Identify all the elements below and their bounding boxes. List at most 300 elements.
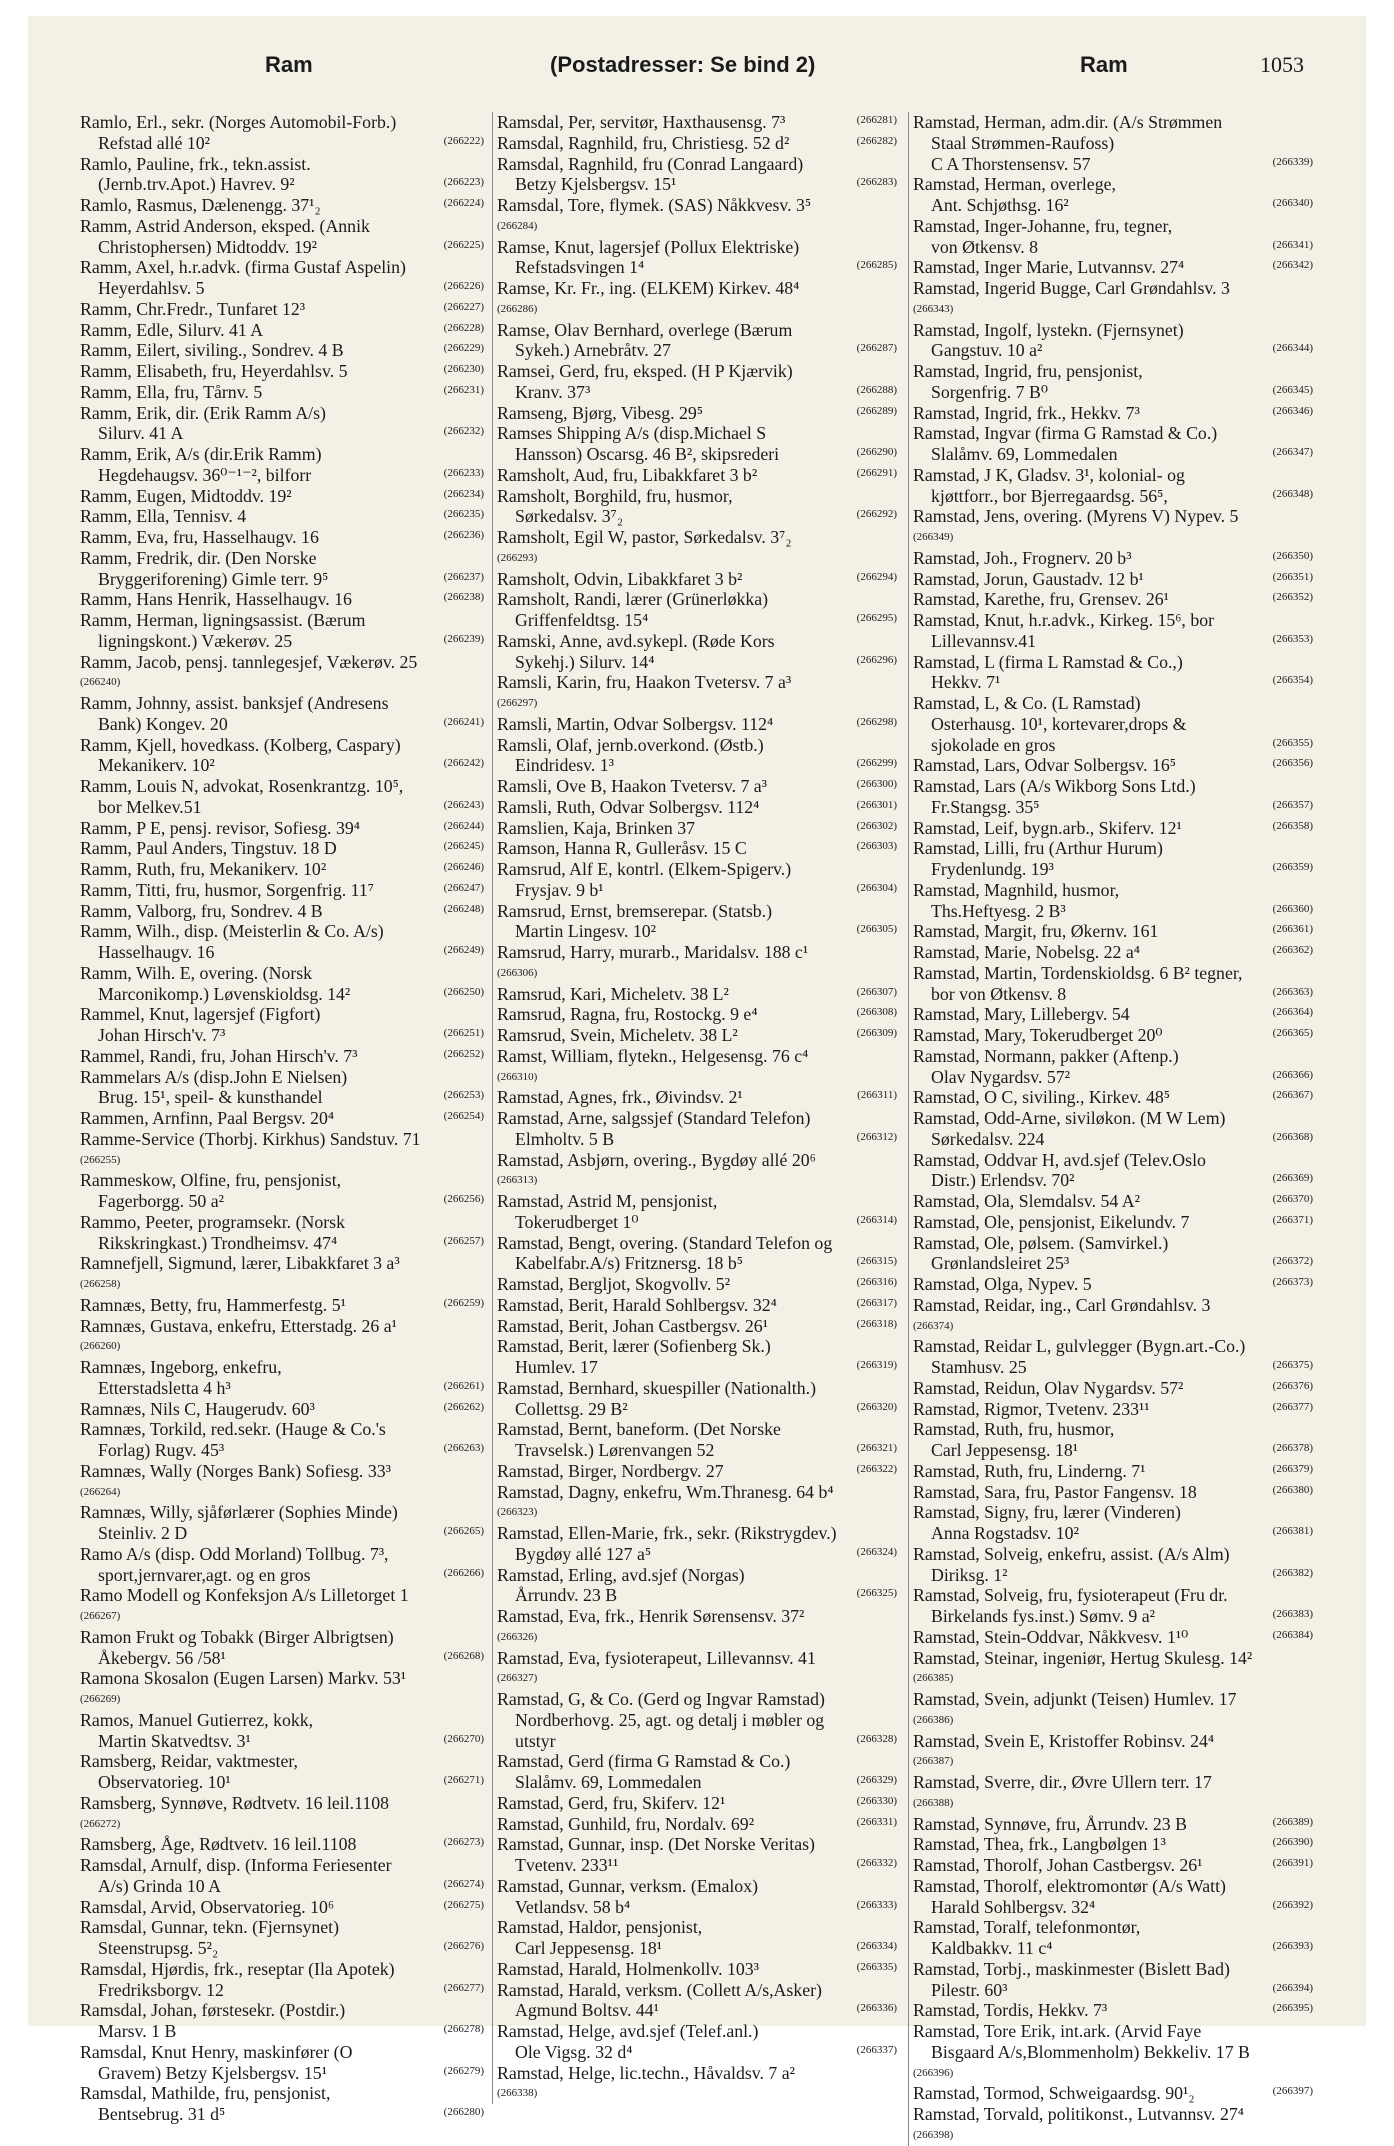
entry-name-line: [913, 2104, 1313, 2125]
entry-continuation-line: [913, 1980, 1313, 2001]
directory-entry: [913, 1689, 1313, 1731]
phone-number: (266267): [80, 1610, 121, 1622]
entry-name-line: [913, 1482, 1313, 1503]
entry-continuation-line: [913, 797, 1313, 818]
directory-entry: [913, 2104, 1313, 2146]
directory-entry: [497, 1751, 897, 1793]
entry-text: Ramstad, Berit, lærer (Sofienberg Sk.): [497, 1336, 771, 1357]
entry-text: Christophersen) Midtoddv. 19²: [98, 236, 318, 257]
directory-entry: [497, 1523, 897, 1565]
entry-name-line: [80, 216, 484, 237]
directory-entry: [80, 548, 484, 590]
entry-name-line: [80, 1399, 484, 1420]
phone-number: (266380): [1272, 1483, 1313, 1496]
entry-continuation-line: [497, 444, 897, 465]
entry-text: Ramstad, Svein, adjunkt (Teisen) Humlev. 17: [913, 1689, 1237, 1709]
phone-number: (266258): [80, 1278, 121, 1290]
phone-number: (266370): [1272, 1193, 1313, 1205]
entry-name-line: [497, 942, 897, 963]
entry-name-line: [497, 1233, 897, 1254]
phone-number: (266349): [913, 531, 954, 543]
entry-text: Carl Jeppesensg. 18¹: [515, 1938, 663, 1958]
entry-name-line: [497, 901, 897, 922]
entry-text: Ramsdal, Mathilde, fru, pensjonist,: [80, 2083, 331, 2104]
entry-name-line: [913, 1544, 1313, 1565]
directory-entry: [497, 112, 897, 133]
entry-name-line: [80, 1897, 484, 1918]
entry-text: Ramsdal, Per, servitør, Haxthausensg. 7³: [497, 112, 786, 132]
phone-number: (266231): [443, 383, 484, 396]
entry-text: Grønlandsleiret 25³: [931, 1253, 1070, 1274]
directory-entry: [497, 1004, 897, 1025]
directory-entry: [80, 2083, 484, 2125]
running-head-left: Ram: [265, 52, 313, 77]
entry-text: Ramstad, Svein E, Kristoffer Robinsv. 24⁴: [913, 1730, 1215, 1751]
entry-text: Fr.Stangsg. 35⁵: [931, 796, 1040, 817]
entry-name-line: [913, 1087, 1313, 1108]
directory-entry: [497, 1565, 897, 1607]
entry-text: Martin Skatvedtsv. 3¹: [98, 1730, 251, 1751]
directory-entry: [80, 1917, 484, 1959]
entry-text: bor Melkev.51: [98, 796, 202, 817]
entry-text: Forlag) Rugv. 45³: [98, 1440, 225, 1460]
entry-text: Kranv. 37³: [515, 381, 591, 402]
entry-continuation-line: [497, 2042, 897, 2063]
entry-text: Ramsli, Karin, fru, Haakon Tvetersv. 7 a³: [497, 672, 792, 693]
directory-entry: [80, 1544, 484, 1586]
directory-entry: [913, 465, 1313, 507]
directory-entry: [913, 1233, 1313, 1275]
entry-text: Ramlo, Erl., sekr. (Norges Automobil-Forb.): [80, 112, 397, 132]
entry-text: Slalåmv. 69, Lommedalen: [931, 444, 1118, 464]
phone-number: (266335): [856, 1960, 897, 1973]
entry-continuation-line: [497, 506, 897, 527]
entry-name-line: [913, 1046, 1313, 1067]
entry-name-line: [80, 776, 484, 797]
entry-text: Ramon Frukt og Tobakk (Birger Albrigtsen): [80, 1626, 394, 1647]
entry-text: Ramstad, Mary, Lillebergv. 54: [913, 1004, 1130, 1025]
directory-entry: [80, 257, 484, 299]
directory-entry: [497, 1191, 897, 1233]
entry-text: Betzy Kjelsbergsv. 15¹: [515, 174, 677, 195]
directory-entry: [80, 527, 484, 548]
phone-number: (266341): [1272, 238, 1313, 251]
entry-text: Bentsebrug. 31 d⁵: [98, 2104, 226, 2124]
entry-text: Ramsholt, Odvin, Libakkfaret 3 b²: [497, 568, 743, 589]
directory-entry: [497, 195, 897, 237]
entry-text: Ramstad, Sara, fru, Pastor Fangensv. 18: [913, 1481, 1197, 1502]
entry-text: Ramsdal, Knut Henry, maskinfører (O: [80, 2041, 353, 2062]
directory-entry: [913, 1461, 1313, 1482]
directory-entry: [913, 1502, 1313, 1544]
entry-continuation-line: [913, 735, 1313, 756]
directory-entry: [80, 610, 484, 652]
phone-number: (266306): [497, 966, 538, 979]
entry-text: Kabelfabr.A/s) Fritznersg. 18 b⁵: [515, 1253, 743, 1274]
entry-name-line: [913, 257, 1313, 278]
entry-text: Ramsrud, Alf E, kontrl. (Elkem-Spigerv.): [497, 859, 792, 879]
directory-entry: [80, 1357, 484, 1399]
entry-continuation-line: [80, 1378, 484, 1399]
entry-text: Ramm, Hans Henrik, Hasselhaugv. 16: [80, 589, 352, 610]
entry-name-line: [80, 735, 484, 756]
entry-text: Ramsdal, Arnulf, disp. (Informa Feriesenter: [80, 1855, 392, 1875]
entry-name-line: [497, 403, 897, 424]
entry-continuation-line: [80, 2063, 484, 2084]
phone-number: (266227): [443, 300, 484, 313]
entry-text: Ramsholt, Borghild, fru, husmor,: [497, 485, 733, 506]
entry-name-line: [913, 1689, 1313, 1710]
entry-name-line: [913, 838, 1313, 859]
phone-number: (266310): [497, 1070, 538, 1083]
entry-continuation-line: [913, 1253, 1313, 1274]
entry-name-line: [497, 1814, 897, 1835]
entry-continuation-line: [80, 1565, 484, 1586]
entry-name-line: [497, 1150, 897, 1171]
entry-text: Staal Strømmen-Raufoss): [931, 132, 1115, 153]
phone-number: (266356): [1272, 757, 1313, 770]
entry-continuation-line: [497, 2000, 897, 2021]
directory-entry: [80, 1108, 484, 1129]
entry-continuation-line: [80, 278, 484, 299]
entry-continuation-line: [497, 1212, 897, 1233]
phone-number: (266364): [1272, 1006, 1313, 1019]
entry-name-line: [80, 1793, 484, 1814]
directory-entry: [913, 1399, 1313, 1420]
phone-number: (266244): [443, 819, 484, 832]
directory-entry: [80, 838, 484, 859]
entry-text: Ramm, Paul Anders, Tingstuv. 18 D: [80, 838, 337, 859]
phone-number: (266387): [913, 1755, 954, 1768]
entry-text: Ramstad, Haldor, pensjonist,: [497, 1917, 703, 1938]
entry-continuation-line: [80, 465, 484, 486]
phone-number: (266355): [1272, 736, 1313, 749]
entry-name-line: [80, 361, 484, 382]
directory-entry: [913, 1336, 1313, 1378]
entry-text: Marconikomp.) Løvenskioldsg. 14²: [98, 983, 351, 1004]
phone-number: (266225): [443, 238, 484, 251]
entry-name-line: [80, 838, 484, 859]
entry-text: Ramsrud, Svein, Micheletv. 38 L²: [497, 1025, 738, 1045]
entry-name-line: [80, 1295, 484, 1316]
entry-text: Ramstad, Toralf, telefonmontør,: [913, 1917, 1141, 1938]
entry-text: Ramstad, Karethe, fru, Grensev. 26¹: [913, 589, 1169, 610]
directory-entry: [80, 776, 484, 818]
phone-number: (266272): [80, 1817, 121, 1830]
entry-text: Ramstad, O C, siviling., Kirkev. 48⁵: [913, 1087, 1170, 1108]
entry-text: Ramstad, Herman, adm.dir. (A/s Strømmen: [913, 112, 1223, 132]
phone-number: (266246): [443, 861, 484, 873]
entry-text: Anna Rogstadsv. 10²: [931, 1523, 1079, 1543]
entry-name-line: [497, 133, 897, 154]
directory-entry: [497, 2021, 897, 2063]
entry-text: Sykehj.) Silurv. 14⁴: [515, 651, 655, 672]
entry-name-line: [913, 921, 1313, 942]
entry-text: Ramstad, Berit, Johan Castbergsv. 26¹: [497, 1315, 769, 1336]
entry-name-line: [80, 2000, 484, 2021]
phone-number: (266365): [1272, 1027, 1313, 1039]
phone-number: (266245): [443, 840, 484, 853]
directory-entry: [497, 1087, 897, 1108]
phone-number: (266323): [497, 1506, 538, 1519]
entry-text: Ramstad, Gerd (firma G Ramstad & Co.): [497, 1751, 791, 1772]
entry-name-line: [913, 1648, 1313, 1669]
phone-number: (266287): [856, 342, 897, 355]
entry-name-line: [80, 921, 484, 942]
entry-text: Ramstad, Lars, Odvar Solbergsv. 16⁵: [913, 755, 1177, 776]
phone-number: (266340): [1272, 197, 1313, 209]
phone-number: (266397): [1272, 2085, 1313, 2098]
phone-number: (266378): [1272, 1442, 1313, 1454]
entry-text: Ramstad, Tore Erik, int.ark. (Arvid Faye: [913, 2021, 1202, 2041]
entry-text: Ramstad, Ruth, fru, Linderng. 7¹: [913, 1460, 1146, 1481]
entry-name-line: [497, 112, 897, 133]
entry-text: Ramstad, Asbjørn, overing., Bygdøy allé 20⁶: [497, 1149, 816, 1170]
phone-number: (266289): [856, 404, 897, 417]
phone-number: (266390): [1272, 1836, 1313, 1849]
entry-text: Hansson) Oscarsg. 46 B², skipsrederi: [515, 444, 780, 464]
entry-name-line: [80, 1357, 484, 1378]
directory-entry: [80, 1855, 484, 1897]
entry-text: Ramsholt, Egil W, pastor, Sørkedalsv. 3⁷₂: [497, 527, 792, 547]
entry-name-line: [497, 1025, 897, 1046]
directory-entry: [80, 299, 484, 320]
entry-text: Ramse, Olav Bernhard, overlege (Bærum: [497, 319, 793, 340]
entry-text: Ramsdal, Gunnar, tekn. (Fjernsynet): [80, 1917, 340, 1938]
directory-entry: [497, 1980, 897, 2022]
entry-name-line: [497, 1523, 897, 1544]
directory-entry: [913, 1046, 1313, 1088]
entry-continuation-line: [80, 1191, 484, 1212]
entry-text: Bryggeriforening) Gimle terr. 9⁵: [98, 568, 329, 589]
entry-name-line: [497, 984, 897, 1005]
directory-entry: [80, 1897, 484, 1918]
entry-continuation-line: [80, 174, 484, 195]
phone-number: (266300): [856, 778, 897, 790]
phone-number: (266338): [497, 2087, 538, 2100]
phone-number: (266327): [497, 1672, 538, 1685]
entry-text: Ramm, Ella, Tennisv. 4: [80, 506, 247, 527]
entry-name-line: [497, 859, 897, 880]
entry-text: Ramo A/s (disp. Odd Morland) Tollbug. 7³,: [80, 1543, 389, 1564]
entry-name-line: [497, 797, 897, 818]
entry-text: Ramstad, Birger, Nordbergv. 27: [497, 1460, 724, 1481]
phone-number: (266371): [1272, 1213, 1313, 1226]
entry-name-line: [913, 569, 1313, 590]
phone-number: (266389): [1272, 1815, 1313, 1828]
phone-number: (266236): [443, 529, 484, 541]
directory-entry: [913, 1150, 1313, 1192]
entry-continuation-line: [497, 1357, 897, 1378]
phone-number: (266223): [443, 176, 484, 189]
entry-name-line: [913, 1585, 1313, 1606]
entry-name-line: [497, 1461, 897, 1482]
entry-text: Ramm, Titti, fru, husmor, Sorgenfrig. 11⁷: [80, 879, 374, 900]
phone-number: (266321): [856, 1442, 897, 1454]
phone-number: (266342): [1272, 259, 1313, 272]
entry-name-line: [497, 1004, 897, 1025]
entry-text: Stamhusv. 25: [931, 1357, 1027, 1377]
phone-number: (266276): [443, 1940, 484, 1952]
entry-continuation-line: [913, 984, 1313, 1005]
entry-text: Kaldbakkv. 11 c⁴: [931, 1938, 1053, 1958]
entry-text: Hegdehaugsv. 36⁰⁻¹⁻², bilforr: [98, 464, 312, 485]
entry-text: Rammeskow, Olfine, fru, pensjonist,: [80, 1170, 342, 1191]
entry-name-line: [497, 714, 897, 735]
directory-entry: [497, 1108, 897, 1150]
phone-number: (266260): [80, 1340, 121, 1353]
directory-entry: [80, 195, 484, 216]
entry-text: Ramstad, Ingrid, fru, pensjonist,: [913, 361, 1143, 381]
entry-name-line: [913, 1772, 1313, 1793]
phone-number: (266257): [443, 1234, 484, 1247]
entry-name-line: [80, 1129, 484, 1150]
directory-entry: [497, 797, 897, 818]
entry-text: Ramseng, Bjørg, Vibesg. 29⁵: [497, 402, 703, 423]
directory-entry: [913, 361, 1313, 403]
directory-entry: [497, 631, 897, 673]
entry-text: Rammen, Arnfinn, Paal Bergsv. 20⁴: [80, 1108, 335, 1128]
entry-text: Ramsei, Gerd, fru, eksped. (H P Kjærvik): [497, 361, 793, 381]
entry-name-line: [80, 1253, 484, 1274]
phone-number: (266385): [913, 1672, 954, 1685]
entry-name-line: [497, 195, 897, 216]
directory-entry: [913, 1834, 1313, 1855]
entry-text: Ramnæs, Nils C, Haugerudv. 60³: [80, 1398, 315, 1419]
phone-number: (266286): [497, 302, 538, 315]
entry-text: Heyerdahlsv. 5: [98, 278, 205, 298]
entry-name-line: [913, 1419, 1313, 1440]
entry-continuation-line: [913, 631, 1313, 652]
entry-text: Rammel, Randi, fru, Johan Hirsch'v. 7³: [80, 1045, 358, 1066]
entry-name-line: [913, 278, 1313, 299]
entry-text: Fagerborgg. 50 a²: [98, 1191, 224, 1211]
entry-continuation-line: [913, 1357, 1313, 1378]
entry-text: Ramm, Kjell, hovedkass. (Kolberg, Caspary): [80, 734, 401, 755]
entry-text: Ramm, Chr.Fredr., Tunfaret 12³: [80, 298, 306, 319]
directory-entry: [497, 1648, 897, 1690]
entry-text: Collettsg. 29 B²: [515, 1398, 628, 1419]
entry-continuation-line: [497, 340, 897, 361]
directory-entry: [80, 154, 484, 196]
entry-text: Mekanikerv. 10²: [98, 755, 215, 776]
entry-continuation-line: [80, 984, 484, 1005]
entry-name-line: [497, 776, 897, 797]
entry-name-line: [497, 1917, 897, 1938]
entry-text: Brug. 15¹, speil- & kunsthandel: [98, 1087, 323, 1108]
entry-text: Ramnefjell, Sigmund, lærer, Libakkfaret 3 a³: [80, 1253, 400, 1274]
entry-name-line: [913, 361, 1313, 382]
directory-entry: [80, 1046, 484, 1067]
phone-number: (266367): [1272, 1089, 1313, 1102]
entry-text: Ramm, Ella, fru, Tårnv. 5: [80, 381, 263, 402]
entry-text: Ramm, Erik, A/s (dir.Erik Ramm): [80, 444, 322, 464]
directory-entry: [497, 1046, 897, 1088]
entry-text: Steenstrupsg. 5²₂: [98, 1938, 219, 1958]
phone-number: (266251): [443, 1027, 484, 1039]
entry-name-line: [913, 506, 1313, 527]
entry-name-line: [80, 1316, 484, 1337]
entry-continuation-line: [913, 2042, 1313, 2063]
entry-text: Ramstad, Torbj., maskinmester (Bislett Bad): [913, 1958, 1230, 1979]
directory-entry: [497, 403, 897, 424]
entry-name-line: [80, 1917, 484, 1938]
entry-text: Ramlo, Pauline, frk., tekn.assist.: [80, 153, 311, 174]
entry-text: Ramsli, Martin, Odvar Solbergsv. 112⁴: [497, 713, 774, 734]
phone-number: (266277): [443, 1981, 484, 1994]
entry-text: Ramnæs, Wally (Norges Bank) Sofiesg. 33³: [80, 1460, 391, 1481]
entry-text: Ramstad, Mary, Tokerudberget 20⁰: [913, 1025, 1163, 1045]
directory-entry: [497, 1295, 897, 1316]
phone-number: (266254): [443, 1110, 484, 1122]
directory-entry: [80, 921, 484, 963]
entry-name-line: [80, 652, 484, 673]
directory-entry: [913, 610, 1313, 652]
entry-name-line: [913, 1295, 1313, 1316]
directory-entry: [80, 1170, 484, 1212]
entry-continuation-line: [497, 1855, 897, 1876]
entry-name-line: [913, 1834, 1313, 1855]
directory-entry: [913, 320, 1313, 362]
directory-entry: [497, 465, 897, 486]
directory-entry: [913, 1814, 1313, 1835]
entry-text: Ramstad, Synnøve, fru, Årrundv. 23 B: [913, 1813, 1187, 1834]
entry-continuation-line: [497, 1710, 897, 1731]
phone-number: (266230): [443, 363, 484, 375]
entry-name-line: [80, 1959, 484, 1980]
phone-number: (266330): [856, 1794, 897, 1807]
entry-continuation-line: [913, 1606, 1313, 1627]
entry-name-line: [80, 257, 484, 278]
directory-entry: [913, 1191, 1313, 1212]
entry-text: Ramm, Ruth, fru, Mekanikerv. 10²: [80, 859, 327, 879]
phone-number: (266391): [1272, 1857, 1313, 1869]
phone-number: (266320): [856, 1400, 897, 1413]
directory-entry: [913, 1482, 1313, 1503]
entry-name-line: [497, 838, 897, 859]
entry-text: Tvetenv. 233¹¹: [515, 1855, 619, 1875]
phone-number: (266252): [443, 1047, 484, 1060]
directory-entry: [913, 1004, 1313, 1025]
phone-number: (266307): [856, 985, 897, 998]
directory-entry: [497, 1274, 897, 1295]
phone-number: (266319): [856, 1359, 897, 1371]
directory-entry: [80, 589, 484, 610]
entry-text: Ramstad, Reidar, ing., Carl Grøndahlsv. 3: [913, 1294, 1211, 1315]
directory-entry: [913, 112, 1313, 174]
phone-number: (266256): [443, 1193, 484, 1205]
entry-name-line: [913, 2021, 1313, 2042]
entry-name-line: [913, 320, 1313, 341]
entry-text: Ramstad, Thorolf, Johan Castbergsv. 26¹: [913, 1855, 1203, 1875]
directory-entry: [497, 1482, 897, 1524]
phone-number: (266363): [1272, 985, 1313, 998]
entry-text: Gravem) Betzy Kjelsbergsv. 15¹: [98, 2062, 328, 2083]
entry-text: Ramstad, Leif, bygn.arb., Skiferv. 12¹: [913, 817, 1182, 838]
entry-name-line: [913, 1731, 1313, 1752]
directory-entry: [497, 776, 897, 797]
entry-continuation-line: [497, 1731, 897, 1752]
entry-text: Lillevannsv.41: [931, 630, 1037, 651]
entry-text: Distr.) Erlendsv. 70²: [931, 1170, 1075, 1191]
entry-text: Ramstad, Erling, avd.sjef (Norgas): [497, 1564, 745, 1585]
entry-name-line: [913, 963, 1313, 984]
entry-text: Ramstad, Berit, Harald Sohlbergsv. 32⁴: [497, 1294, 777, 1315]
entry-continuation-line: [80, 2104, 484, 2125]
entry-continuation-line: [80, 1772, 484, 1793]
entry-text: Ramstad, Helge, lic.techn., Håvaldsv. 7 a²: [497, 2062, 795, 2083]
entry-continuation-line: [913, 1523, 1313, 1544]
